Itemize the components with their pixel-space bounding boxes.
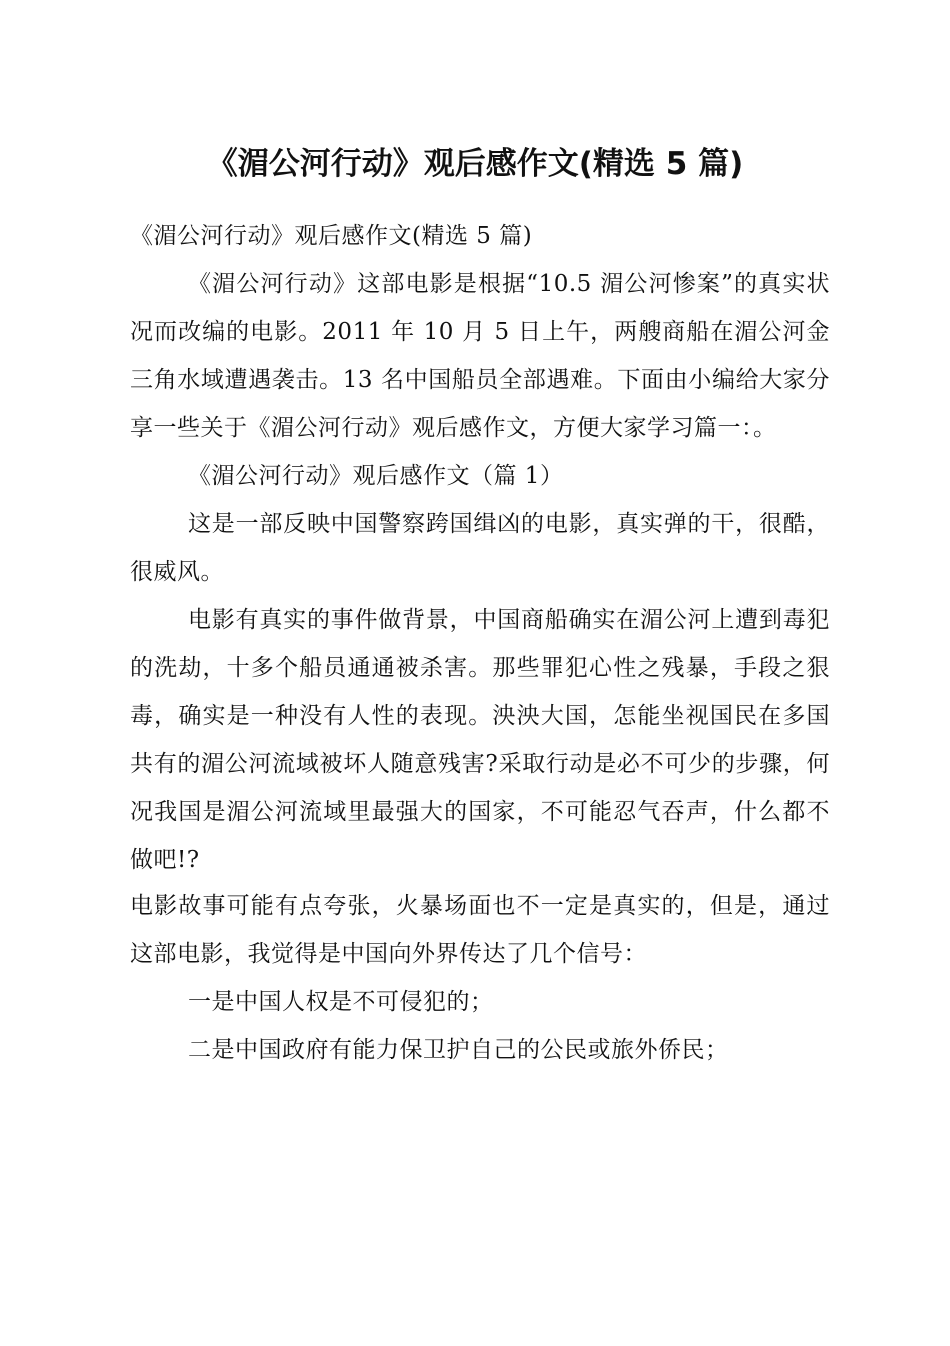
paragraph-body-2: 电影有真实的事件做背景，中国商船确实在湄公河上遭到毒犯的洗劫，十多个船员通通被杀害。那些罪犯心性之残暴，手段之狠毒，确实是一种没有人性的表现。泱泱大国，怎能坐视国民在多国共有的湄公河流域被坏人随意残害?采取行动是必不可少的步骤，何况我国是湄公河流域里最强大的国家，不可能忍气吞声，什么都不做吧!? <box>130 607 830 873</box>
paragraph-body-3: 电影故事可能有点夸张，火暴场面也不一定是真实的，但是，通过这部电影，我觉得是中国向外界传达了几个信号： <box>130 893 830 967</box>
paragraph-point-1: 一是中国人权是不可侵犯的； <box>188 989 494 1015</box>
document-title: 《湄公河行动》观后感作文(精选 5 篇) <box>206 146 744 182</box>
paragraph-intro: 《湄公河行动》这部电影是根据“10.5 湄公河惨案”的真实状况而改编的电影。2011 年 10 月 5 日上午，两艘商船在湄公河金三角水域遭遇袭击。13 名中国船员全部遇难。下面由小编给大家分享一些关于《湄公河行动》观后感作文，方便大家学习篇一：。 <box>130 271 830 441</box>
document-body <box>130 212 830 1074</box>
paragraph-point-2: 二是中国政府有能力保卫护自己的公民或旅外侨民； <box>188 1037 729 1063</box>
paragraph-section-heading: 《湄公河行动》观后感作文（篇 1） <box>188 463 564 489</box>
paragraph-body-1: 这是一部反映中国警察跨国缉凶的电影，真实弹的干，很酷，很威风。 <box>130 511 830 585</box>
paragraph-subtitle: 《湄公河行动》观后感作文(精选 5 篇) <box>130 223 533 249</box>
